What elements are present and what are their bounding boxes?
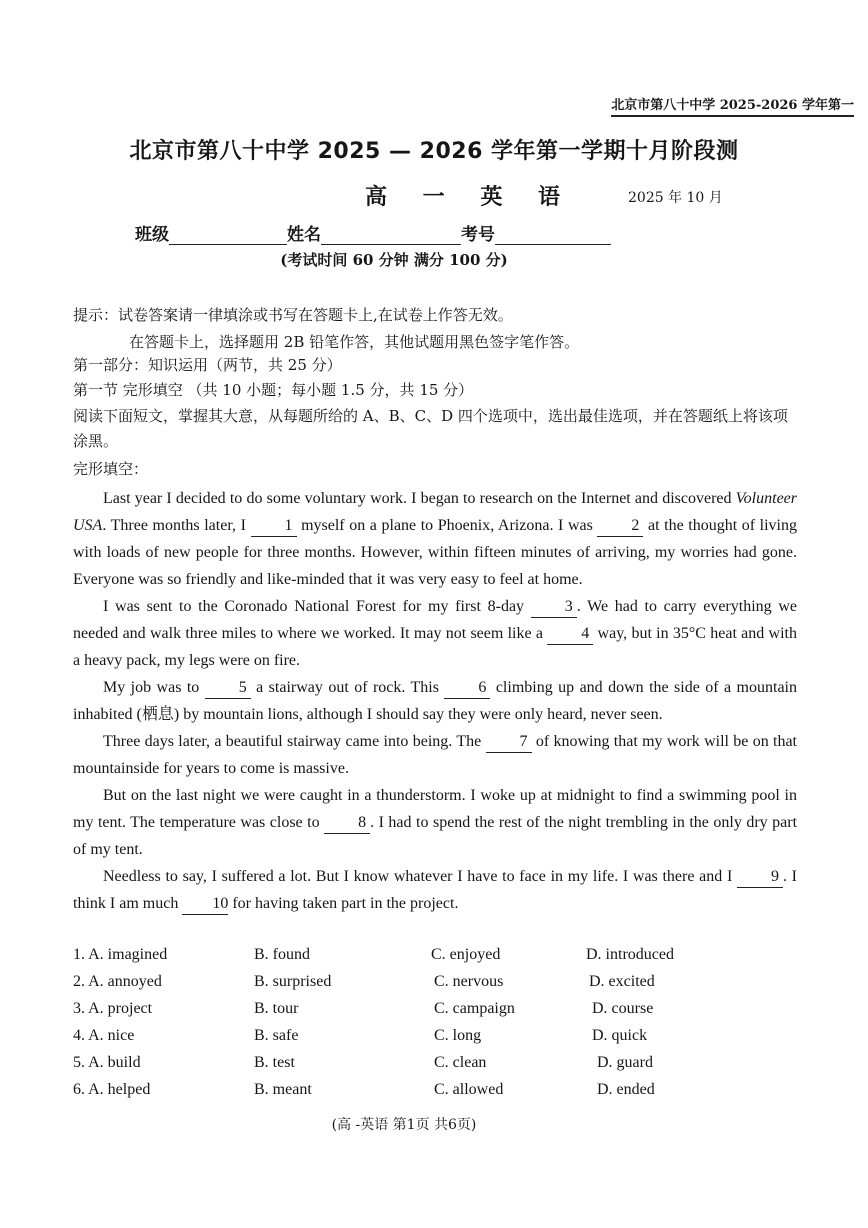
part-heading: 第一部分：知识运用（两节，共 25 分） [73,356,342,374]
option-a[interactable]: 4. A. nice [73,1027,135,1044]
option-b[interactable]: B. found [254,946,310,963]
paragraph-3: My job was to 5 a stairway out of rock. This 6 climbing up and down the side of a mountain inhabited (栖息) by mountain lions, although I should say they were only heard, never seen. [73,679,797,723]
option-row [73,1081,797,1108]
option-a[interactable]: 2. A. annoyed [73,973,162,990]
option-row [73,1054,797,1081]
paragraph-6: Needless to say, I suffered a lot. But I know whatever I have to face in my life. I was there and I 9 . I think I am much 10 for having taken part in the project. [73,863,797,917]
option-row [73,1000,797,1027]
option-c[interactable]: C. long [434,1027,482,1044]
option-c[interactable]: C. allowed [434,1081,504,1098]
tips-line-1: 提示：试卷答案请一律填涂或书写在答题卡上,在试卷上作答无效。 [73,306,513,324]
tips-line-2: 在答题卡上，选择题用 2B 铅笔作答，其他试题用黑色签字笔作答。 [129,333,580,351]
blank-10: 10 [182,894,228,915]
option-row [73,946,797,973]
cloze-passage [73,485,797,917]
blank-4: 4 [547,624,593,645]
paragraph-1: Last year I decided to do some voluntary work. I began to research on the Internet and discovered Volunteer USA. Three months later, I 1 myself on a plane to Phoenix, Arizona. I was 2 at the thought of living with loads of new people for three months. However, within fifteen minutes of arriving, my worries had gone. Everyone was so friendly and like-minded that it was very easy to feel at home. [73,490,797,588]
answer-options [73,946,797,1108]
option-c[interactable]: C. nervous [434,973,504,990]
name-field[interactable] [321,226,461,245]
name-label: 姓名 [287,225,321,245]
option-row [73,973,797,1000]
page-footer: (高 -英语 第1页 共6页) [331,1117,477,1133]
option-d[interactable]: D. guard [597,1054,653,1071]
option-b[interactable]: B. test [254,1054,295,1071]
class-label: 班级 [135,225,169,245]
option-b[interactable]: B. safe [254,1027,299,1044]
id-field[interactable] [495,226,611,245]
option-d[interactable]: D. quick [592,1027,648,1044]
instruction-text: 阅读下面短文，掌握其大意，从每题所给的 A、B、C、D 四个选项中，选出最佳选项，并在答题纸上将该项涂黑。 [73,407,788,450]
option-b[interactable]: B. meant [254,1081,312,1098]
exam-date: 2025 年 10 月 [628,190,723,206]
exam-time-note: (考试时间 60 分钟 满分 100 分) [280,251,508,269]
option-c[interactable]: C. enjoyed [431,946,501,963]
paragraph-2: I was sent to the Coronado National Forest for my first 8-day 3 . We had to carry everything we needed and walk three miles to where we worked. It may not seem like a 4 way, but in 35°C heat and with a heavy pack, my legs were on fire. [73,598,797,669]
paragraph-4: Three days later, a beautiful stairway came into being. The 7 of knowing that my work will be on that mountainside for years to come is massive. [73,733,798,777]
blank-9: 9 [737,867,783,888]
blank-8: 8 [324,813,370,834]
subject-heading: 高 一 英 语 [365,185,574,210]
option-a[interactable]: 3. A. project [73,1000,153,1017]
option-d[interactable]: D. excited [589,973,655,990]
blank-7: 7 [486,732,532,753]
blank-5: 5 [205,678,251,699]
option-a[interactable]: 1. A. imagined [73,946,168,963]
option-a[interactable]: 6. A. helped [73,1081,151,1098]
option-b[interactable]: B. surprised [254,973,332,990]
school-header-tag: 北京市第八十中学 2025-2026 学年第一 [611,94,854,117]
section-heading: 第一节 完形填空 （共 10 小题；每小题 1.5 分，共 15 分） [73,381,474,399]
blank-6: 6 [444,678,490,699]
option-b[interactable]: B. tour [254,1000,299,1017]
paragraph-5: But on the last night we were caught in a thunderstorm. I woke up at midnight to find a swimming pool in my tent. The temperature was close to 8 . I had to spend the rest of the night trembling in the only dry part of my tent. [73,787,798,858]
option-d[interactable]: D. course [592,1000,654,1017]
class-field[interactable] [169,226,287,245]
blank-1: 1 [251,516,297,537]
id-label: 考号 [461,225,495,245]
option-c[interactable]: C. clean [434,1054,487,1071]
tips-block [73,302,579,356]
option-row [73,1027,797,1054]
cloze-heading: 完形填空： [73,460,149,478]
option-c[interactable]: C. campaign [434,1000,515,1017]
option-d[interactable]: D. introduced [586,946,674,963]
option-d[interactable]: D. ended [597,1081,655,1098]
exam-title: 北京市第八十中学 2025 — 2026 学年第一学期十月阶段测 [129,139,739,164]
option-a[interactable]: 5. A. build [73,1054,141,1071]
blank-3: 3 [531,597,577,618]
blank-2: 2 [597,516,643,537]
student-info-row [135,220,611,245]
